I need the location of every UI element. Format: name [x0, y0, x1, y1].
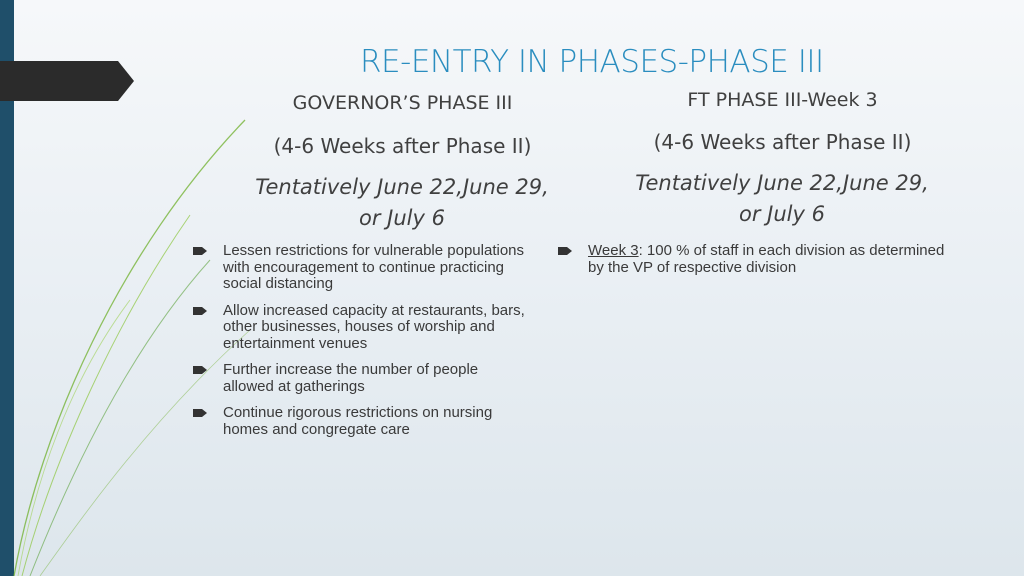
list-item: Lessen restrictions for vulnerable populations with encouragement to continue practicing social distancing [193, 243, 533, 293]
list-item: Allow increased capacity at restaurants, bars, other businesses, houses of worship and entertainment venues [193, 303, 533, 353]
left-tentative-line1: Tentatively June 22,June 29, [255, 175, 549, 199]
left-tentative-line2: or July 6 [359, 206, 445, 230]
list-item [558, 243, 958, 276]
right-bullet-list [558, 243, 958, 286]
page-title: RE-ENTRY IN PHASES-PHASE III [360, 44, 824, 80]
left-tentative [222, 172, 582, 234]
arrow-bullet-icon [193, 306, 207, 316]
right-tentative-line1: Tentatively June 22,June 29, [635, 171, 929, 195]
arrow-bullet-icon [193, 408, 207, 418]
list-item: Continue rigorous restrictions on nursing homes and congregate care [193, 405, 533, 438]
right-tentative [598, 168, 966, 230]
right-heading: FT PHASE III-Week 3 [687, 89, 878, 111]
arrow-bullet-icon [193, 365, 207, 375]
right-timing: (4-6 Weeks after Phase II) [653, 130, 912, 154]
left-heading: GOVERNOR’S PHASE III [292, 92, 513, 114]
right-tentative-line2: or July 6 [739, 202, 825, 226]
week-label: Week 3 [588, 242, 639, 259]
week-text: : 100 % of staff in each division as determined by the VP of respective division [588, 242, 945, 276]
arrow-bullet-icon [558, 246, 572, 256]
list-item: Further increase the number of people allowed at gatherings [193, 362, 533, 395]
arrow-bullet-icon [193, 246, 207, 256]
arrow-tab [0, 61, 134, 101]
left-bullet-list [193, 243, 533, 448]
left-timing: (4-6 Weeks after Phase II) [273, 134, 532, 158]
